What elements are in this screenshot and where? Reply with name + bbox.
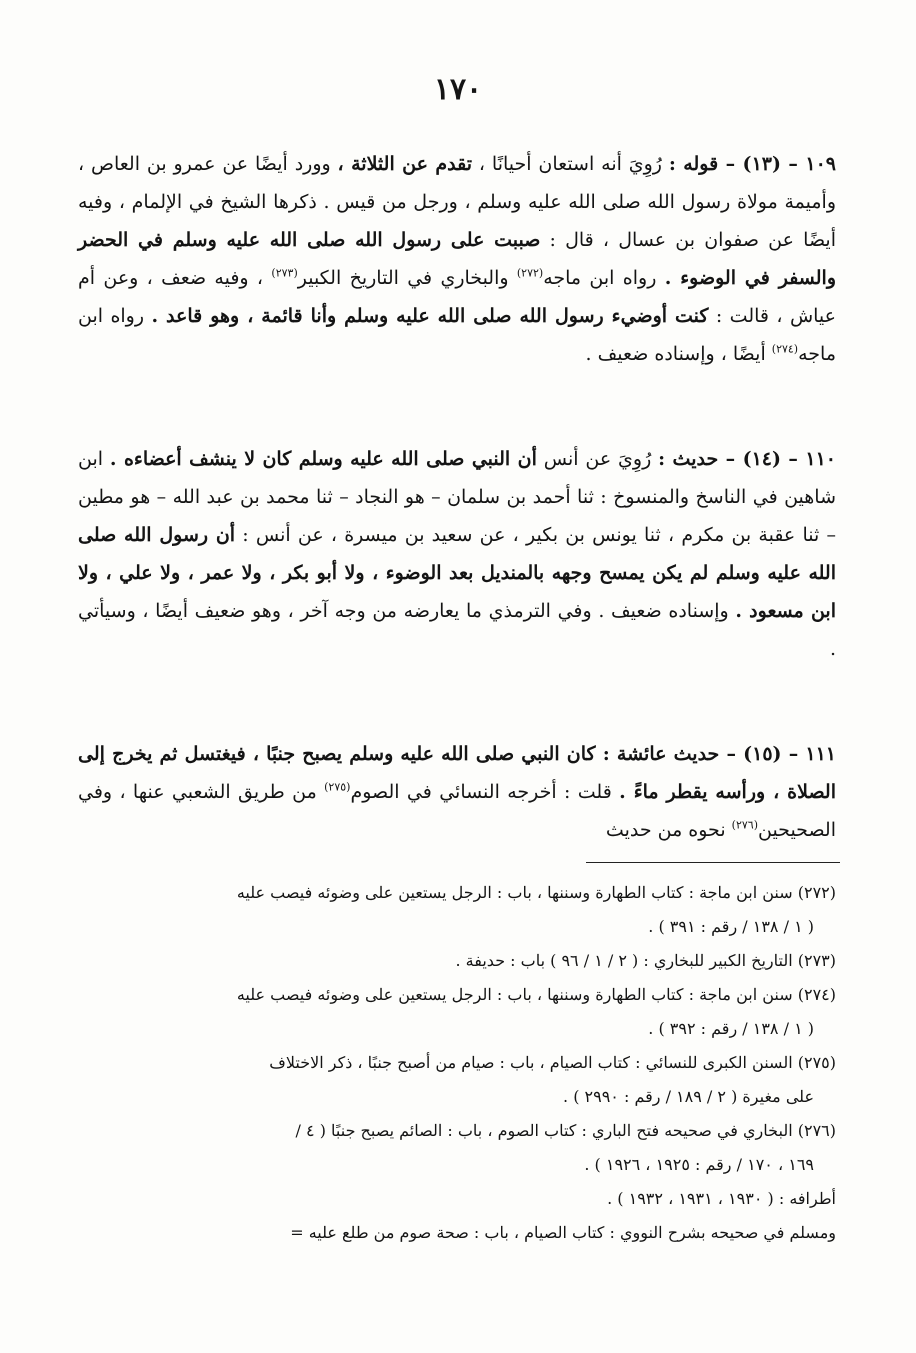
hadith-111-paragraph: [78, 735, 836, 849]
hadith-110-paragraph: [78, 440, 836, 668]
footnote-line: (٢٧٦) البخاري في صحيحه فتح الباري : كتاب الصوم ، باب : الصائم يصبح جنبًا ( ٤ /: [295, 1121, 836, 1140]
footnote-line: ( ١ / ١٣٨ / رقم : ٣٩١ ) .: [648, 917, 814, 936]
footnote-line: على مغيرة ( ٢ / ١٨٩ / رقم : ٢٩٩٠ ) .: [563, 1087, 814, 1106]
footnote-line: (٢٧٢) سنن ابن ماجة : كتاب الطهارة وسننها ، باب : الرجل يستعين على وضوئه فيصب عليه: [236, 883, 836, 902]
text-run: رواه ابن ماجه: [78, 305, 836, 365]
text-run: رُوِيَ عن أنس: [536, 448, 659, 470]
hadith-quote: كان النبي صلى الله عليه وسلم يصبح جنبًا ، فيغتسل ثم يخرج إلى الصلاة ، ورأسه يقطر ماءً .: [78, 743, 836, 803]
footnote-line: ١٦٩ ، ١٧٠ / رقم : ١٩٢٥ ، ١٩٢٦ ) .: [584, 1155, 814, 1174]
text-run: والبخاري في التاريخ الكبير: [297, 267, 517, 289]
text-run: ، وفيه ضعف ، وعن أم عياش ، قالت :: [78, 267, 837, 327]
text-run: وإسناده ضعيف . وفي الترمذي ما يعارضه من وجه آخر ، وهو ضعيف أيضًا ، وسيأتي .: [78, 600, 836, 660]
hadith-quote: أن رسول الله صلى الله عليه وسلم لم يكن يمسح وجهه بالمنديل بعد الوضوء ، ولا أبو بكر ، ولا عمر ، ولا علي ، ولا ابن مسعود .: [78, 524, 836, 622]
text-run: رُوِيَ أنه استعان أحيانًا ،: [472, 153, 669, 175]
footnote-ref: (٢٧٥): [324, 780, 351, 794]
text-run: من طريق الشعبي عنها ، وفي الصحيحين: [78, 781, 836, 841]
footnote-divider: [586, 862, 840, 863]
hadith-quote: صببت على رسول الله صلى الله عليه وسلم في الحضر والسفر في الوضوء .: [78, 229, 836, 289]
footnote-ref: (٢٧٦): [731, 818, 758, 832]
footnotes: [78, 876, 836, 1250]
footnote-line: (٢٧٤) سنن ابن ماجة : كتاب الطهارة وسننها ، باب : الرجل يستعين على وضوئه فيصب عليه: [236, 985, 836, 1004]
footnote-ref: (٢٧٣): [271, 266, 298, 280]
text-run: وورد أيضًا عن عمرو بن العاص ، وأميمة مولاة رسول الله صلى الله عليه وسلم ، ورجل من قيس . ذكرها الشيخ في الإلمام ، وفيه أيضًا عن صفوان بن عسال ، قال :: [78, 153, 836, 251]
hadith-109-number: ١٠٩ – (١٣) – قوله :: [668, 153, 836, 175]
hadith-quote: كنت أوضيء رسول الله صلى الله عليه وسلم وأنا قائمة ، وهو قاعد .: [151, 305, 709, 327]
footnote-line: ( ١ / ١٣٨ / رقم : ٣٩٢ ) .: [648, 1019, 814, 1038]
text-run: ابن شاهين في الناسخ والمنسوخ : ثنا أحمد بن سلمان – هو النجاد – ثنا محمد بن عبد الله – هو مطين – ثنا عقبة بن مكرم ، ثنا يونس بن بكير ، عن سعيد بن ميسرة ، عن أنس :: [78, 448, 836, 546]
hadith-111-number: ١١١ – (١٥) – حديث عائشة :: [602, 743, 836, 765]
footnote-line: ومسلم في صحيحه بشرح النووي : كتاب الصيام ، باب : صحة صوم من طلع عليه =: [290, 1223, 836, 1242]
footnote-line: (٢٧٥) السنن الكبرى للنسائي : كتاب الصيام ، باب : صيام من أصبح جنبًا ، ذكر الاختلاف: [269, 1053, 836, 1072]
text-run: نحوه من حديث: [605, 819, 732, 841]
hadith-quote: أن النبي صلى الله عليه وسلم كان لا ينشف أعضاءه .: [109, 448, 537, 470]
footnote-ref: (٢٧٢): [516, 266, 544, 280]
page-number: ١٧٠: [433, 72, 483, 107]
text-run: قلت : أخرجه النسائي في الصوم: [350, 781, 620, 803]
hadith-110-number: ١١٠ – (١٤) – حديث :: [658, 448, 836, 470]
footnote-line: أطرافه : ( ١٩٣٠ ، ١٩٣١ ، ١٩٣٢ ) .: [607, 1189, 836, 1208]
footnote-ref: (٢٧٤): [771, 342, 799, 356]
bold-run: تقدم عن الثلاثة ،: [337, 153, 473, 175]
footnote-line: (٢٧٣) التاريخ الكبير للبخاري : ( ٢ / ١ / ٩٦ ) باب : حديفة .: [455, 951, 836, 970]
text-run: رواه ابن ماجه: [543, 267, 665, 289]
hadith-109-paragraph: [78, 145, 836, 373]
text-run: أيضًا ، وإسناده ضعيف .: [585, 343, 772, 365]
